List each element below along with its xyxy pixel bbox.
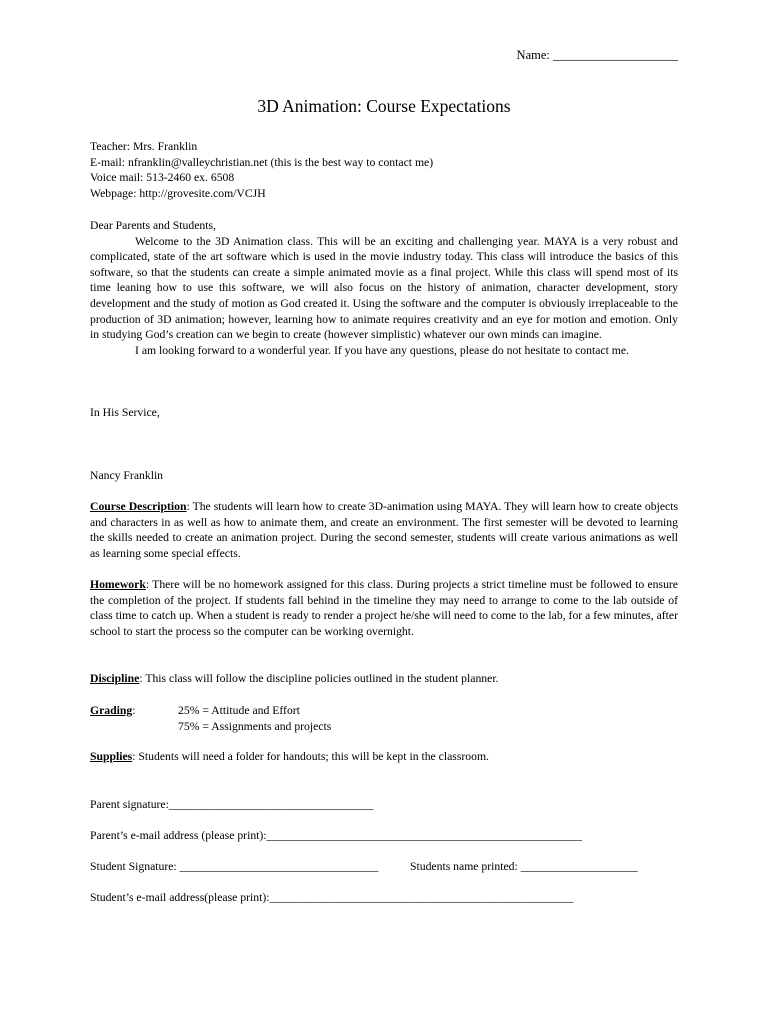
letter-paragraph-1: Welcome to the 3D Animation class. This will be an exciting and challenging year. MAYA is a very robust and complicated, state of the art software which is used in the movie industry today. This class will introduce the basics of this software, so that the students can create a simple animated movie as a final project. While this class will spend most of its time leaning how to use this software, we will also focus on the history of animation, character development, story development and the study of motion as God created it. Using the software and the computer is obviously irreplaceable to the production of 3D animation; however, learning how to animate requires creativity and an eye for motion and emotion. Only in studying God’s creation can we begin to create (however simplistic) whatever our own minds can imagine.	[90, 234, 678, 342]
homework-section	[90, 577, 678, 639]
email-line: E-mail: nfranklin@valleychristian.net (this is the best way to contact me)	[90, 155, 434, 169]
supplies-section	[90, 749, 678, 765]
student-signature-line: Student Signature: __________________________________	[90, 860, 379, 873]
contact-info	[90, 139, 678, 201]
discipline-section	[90, 671, 678, 687]
grading-line-2: 75% = Assignments and projects	[178, 719, 332, 733]
letter-greeting: Dear Parents and Students,	[90, 219, 216, 232]
discipline-text: : This class will follow the discipline policies outlined in the student planner.	[139, 672, 499, 685]
teacher-line: Teacher: Mrs. Franklin	[90, 140, 198, 153]
course-description-text: : The students will learn how to create 3D-animation using MAYA. They will learn how to create objects and characters in as well as how to animate them, and create an environment. The first semester will be devoted to learning the skills needed to create an animation project. During the second semester, students will create various animations as well as learning some special effects.	[90, 500, 678, 560]
grading-colon: :	[132, 704, 136, 717]
voicemail-line: Voice mail: 513-2460 ex. 6508	[90, 171, 235, 185]
grading-label: Grading	[90, 704, 133, 717]
parent-signature-line: Parent signature:___________________________________	[90, 798, 374, 811]
name-field: Name: ____________________	[516, 48, 678, 62]
grading-section	[90, 703, 678, 734]
webpage-line: Webpage: http://grovesite.com/VCJH	[90, 186, 266, 200]
homework-label: Homework	[90, 578, 146, 591]
letter	[90, 218, 678, 358]
student-name-printed-line: Students name printed: ____________________	[410, 860, 638, 873]
discipline-label: Discipline	[90, 672, 140, 685]
course-description-section	[90, 499, 678, 561]
page-title: 3D Animation: Course Expectations	[257, 96, 511, 116]
homework-text: : There will be no homework assigned for this class. During projects a strict timeline must be followed to ensure the completion of the project. If students fall behind in the timeline they may need to arrange to come to the lab outside of class time to catch up. When a student is ready to render a project he/she will need to come to the lab, for a few minutes, after school to start the process so the computer can be working overnight.	[90, 578, 678, 638]
grading-line-1: 25% = Attitude and Effort	[178, 704, 300, 717]
supplies-label: Supplies	[90, 750, 133, 763]
letter-closing: In His Service,	[90, 406, 160, 419]
student-email-line: Student’s e-mail address(please print):____________________________________________________	[90, 891, 574, 904]
letter-paragraph-2: I am looking forward to a wonderful year. If you have any questions, please do not hesitate to contact me.	[135, 343, 629, 357]
course-description-label: Course Description	[90, 500, 187, 513]
parent-email-line: Parent’s e-mail address (please print):______________________________________________________	[90, 829, 583, 842]
supplies-text: : Students will need a folder for handouts; this will be kept in the classroom.	[132, 750, 489, 763]
letter-signature: Nancy Franklin	[90, 469, 164, 482]
